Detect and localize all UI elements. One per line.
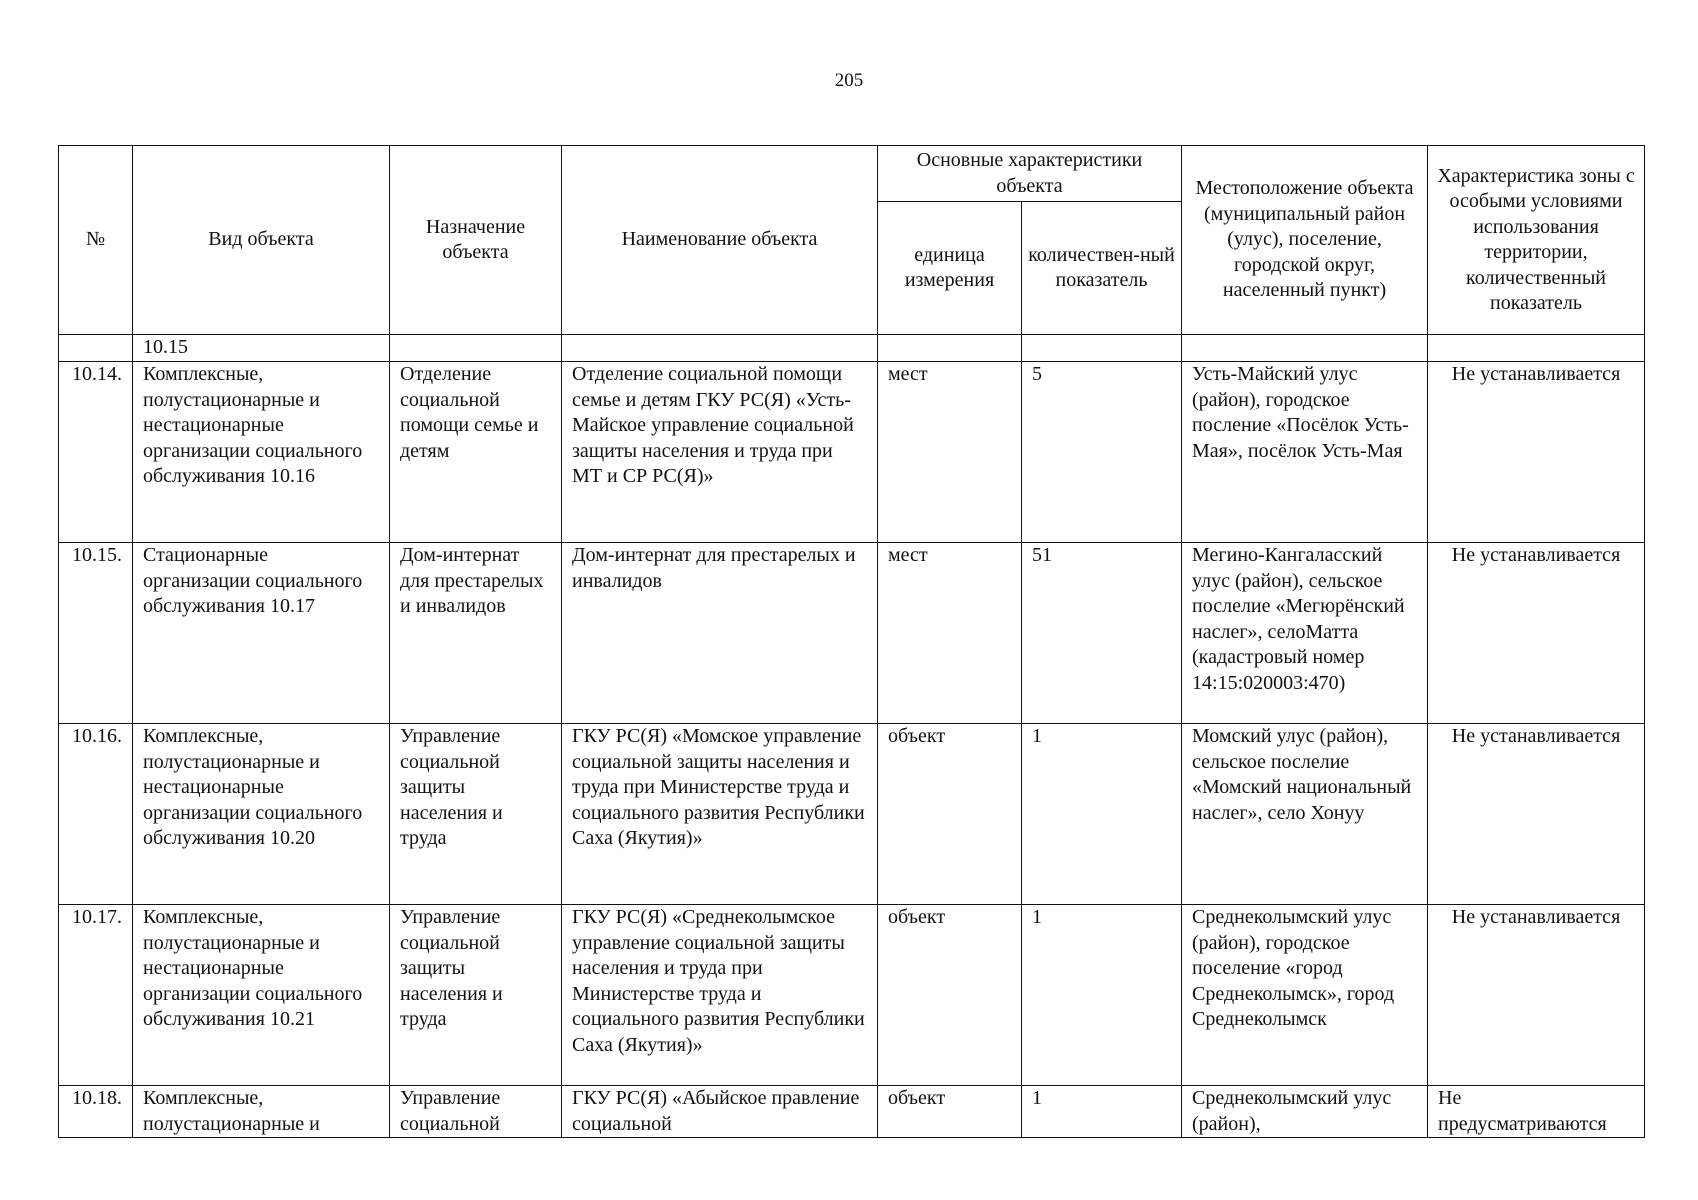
cell-purpose: Дом-интернат для престарелых и инвалидов (390, 543, 562, 724)
header-main-characteristics: Основные характеристики объекта (878, 146, 1182, 202)
cell-quantity: 51 (1022, 543, 1182, 724)
cell-purpose: Управление социальной защиты населения и труда (390, 724, 562, 905)
cell-name: ГКУ РС(Я) «Среднеколымское управление социальной защиты населения и труда при Министерстве труда и социального развития Республики Саха (Якутия)» (562, 905, 878, 1086)
cell-num: 10.16. (59, 724, 133, 905)
continuation-row (59, 335, 1645, 362)
cell-location: Среднеколымский улус (район), городское поселение «город Среднеколымск», город Среднеколымск (1182, 905, 1428, 1086)
cell-num: 10.18. (59, 1086, 133, 1138)
cell-zone: Не устанавливается (1428, 905, 1645, 1086)
table-row (59, 362, 1645, 543)
cell-type: Комплексные, полустационарные и нестационарные организации социального обслуживания 10.16 (133, 362, 390, 543)
table-header-row (59, 146, 1645, 202)
cell-type: Комплексные, полустационарные и нестационарные организации социального обслуживания 10.21 (133, 905, 390, 1086)
cell-unit: объект (878, 905, 1022, 1086)
header-zone: Характеристика зоны с особыми условиями использования территории, количественный показатель (1428, 146, 1645, 335)
cell-zone: Не устанавливается (1428, 543, 1645, 724)
cell-unit: объект (878, 724, 1022, 905)
cell-location: Мегино-Кангаласский улус (район), сельское послелие «Мегюрёнский наслег», селоМатта (кадастровый номер 14:15:020003:470) (1182, 543, 1428, 724)
header-num: № (59, 146, 133, 335)
cell-quantity: 1 (1022, 724, 1182, 905)
cell-type: Стационарные организации социального обслуживания 10.17 (133, 543, 390, 724)
cell-num: 10.14. (59, 362, 133, 543)
cell-num: 10.17. (59, 905, 133, 1086)
table-row (59, 724, 1645, 905)
cell-quantity: 1 (1022, 1086, 1182, 1138)
header-type: Вид объекта (133, 146, 390, 335)
page-number: 205 (834, 70, 864, 91)
cell-type: Комплексные, полустационарные и (133, 1086, 390, 1138)
table-row (59, 543, 1645, 724)
cell-name: ГКУ РС(Я) «Момское управление социальной защиты населения и труда при Министерстве труда и социального развития Республики Саха (Якутия)» (562, 724, 878, 905)
cell-type: 10.15 (133, 335, 390, 362)
cell-zone: Не предусматриваются (1428, 1086, 1645, 1138)
cell-num (59, 335, 133, 362)
cell-name (562, 335, 878, 362)
header-purpose: Назначение объекта (390, 146, 562, 335)
table-row (59, 1086, 1645, 1138)
cell-unit: мест (878, 543, 1022, 724)
cell-location: Усть-Майский улус (район), городское посление «Посёлок Усть-Мая», посёлок Усть-Мая (1182, 362, 1428, 543)
table-row (59, 905, 1645, 1086)
cell-unit: мест (878, 362, 1022, 543)
objects-table (58, 145, 1645, 1138)
cell-unit: объект (878, 1086, 1022, 1138)
cell-purpose (390, 335, 562, 362)
cell-purpose: Управление социальной (390, 1086, 562, 1138)
cell-type: Комплексные, полустационарные и нестационарные организации социального обслуживания 10.20 (133, 724, 390, 905)
cell-location: Среднеколымский улус (район), (1182, 1086, 1428, 1138)
cell-quantity: 1 (1022, 905, 1182, 1086)
cell-name: Отделение социальной помощи семье и детям ГКУ РС(Я) «Усть-Майское управление социальной защиты населения и труда при МТ и СР РС(Я)» (562, 362, 878, 543)
header-location: Местоположение объекта (муниципальный район (улус), поселение, городской округ, населенный пункт) (1182, 146, 1428, 335)
cell-purpose: Управление социальной защиты населения и труда (390, 905, 562, 1086)
cell-quantity: 5 (1022, 362, 1182, 543)
cell-location (1182, 335, 1428, 362)
cell-name: Дом-интернат для престарелых и инвалидов (562, 543, 878, 724)
cell-name: ГКУ РС(Я) «Абыйское правление социальной (562, 1086, 878, 1138)
cell-location: Момский улус (район), сельское послелие «Момский национальный наслег», село Хонуу (1182, 724, 1428, 905)
header-unit: единица измерения (878, 202, 1022, 335)
cell-zone: Не устанавливается (1428, 724, 1645, 905)
cell-zone: Не устанавливается (1428, 362, 1645, 543)
cell-purpose: Отделение социальной помощи семье и детям (390, 362, 562, 543)
cell-num: 10.15. (59, 543, 133, 724)
cell-quantity (1022, 335, 1182, 362)
header-name: Наименование объекта (562, 146, 878, 335)
cell-zone (1428, 335, 1645, 362)
cell-unit (878, 335, 1022, 362)
header-quantity: количествен-ный показатель (1022, 202, 1182, 335)
